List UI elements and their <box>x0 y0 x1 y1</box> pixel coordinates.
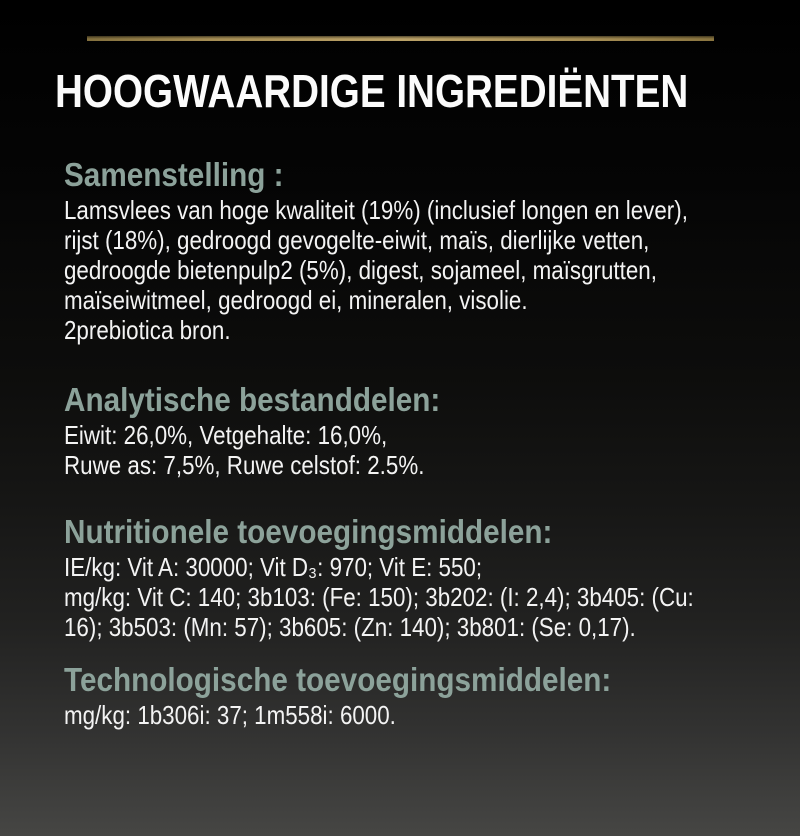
ingredients-panel <box>0 63 800 730</box>
ingredient-line: rijst (18%), gedroogd gevogelte-eiwit, maïs, dierlijke vetten, <box>64 225 650 255</box>
ingredient-line: maïseiwitmeel, gedroogd ei, mineralen, visolie. <box>64 285 528 315</box>
section-technologische-toevoegingsmiddelen <box>64 660 760 730</box>
section-heading-nutritionele: Nutritionele toevoegingsmiddelen: <box>64 513 553 550</box>
additive-line: mg/kg: Vit C: 140; 3b103: (Fe: 150); 3b202: (I: 2,4); 3b405: (Cu: <box>64 582 694 612</box>
page-title: HOOGWAARDIGE INGREDIËNTEN <box>55 65 689 117</box>
ingredient-line: gedroogde bietenpulp2 (5%), digest, sojameel, maïsgrutten, <box>64 255 657 285</box>
section-heading-analytische: Analytische bestanddelen: <box>64 381 441 418</box>
analysis-line: Eiwit: 26,0%, Vetgehalte: 16,0%, <box>64 420 388 450</box>
ingredient-line: 2prebiotica bron. <box>64 315 231 345</box>
analysis-line: Ruwe as: 7,5%, Ruwe celstof: 2.5%. <box>64 450 425 480</box>
section-analytische-bestanddelen <box>64 380 760 480</box>
additive-line: IE/kg: Vit A: 30000; Vit D₃: 970; Vit E: 550; <box>64 552 483 582</box>
section-nutritionele-toevoegingsmiddelen <box>64 512 760 642</box>
section-heading-technologische: Technologische toevoegingsmiddelen: <box>64 661 612 698</box>
additive-line: 16); 3b503: (Mn: 57); 3b605: (Zn: 140); 3b801: (Se: 0,17). <box>64 612 636 642</box>
additive-line: mg/kg: 1b306i: 37; 1m558i: 6000. <box>64 700 396 730</box>
gold-divider-bar <box>87 36 714 41</box>
section-samenstelling <box>64 155 760 345</box>
ingredient-line: Lamsvlees van hoge kwaliteit (19%) (inclusief longen en lever), <box>64 195 688 225</box>
section-heading-samenstelling: Samenstelling : <box>64 156 284 193</box>
